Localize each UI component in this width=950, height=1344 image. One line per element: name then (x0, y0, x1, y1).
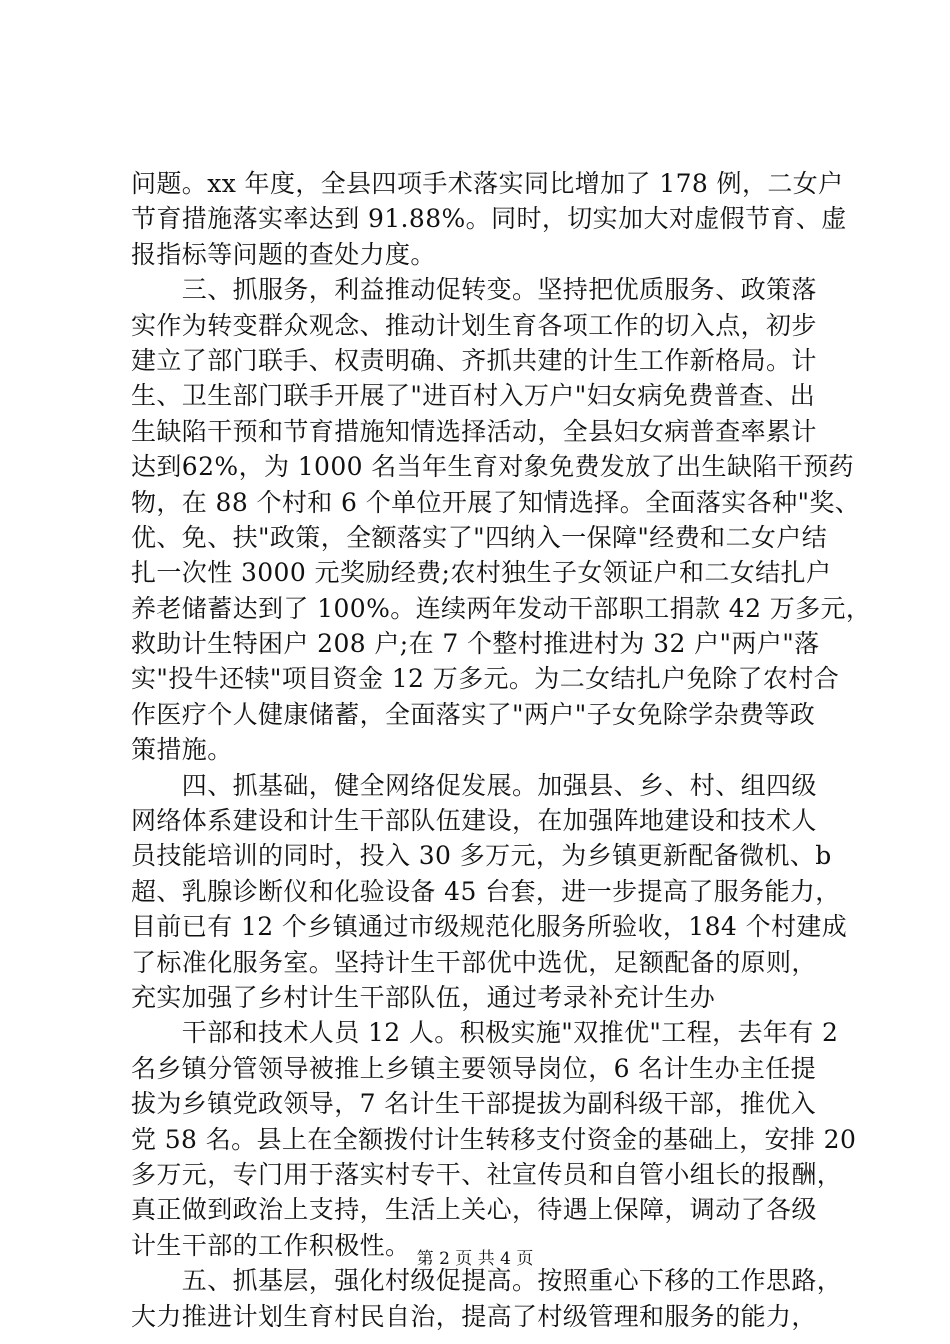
text-line: 救助计生特困户 208 户;在 7 个整村推进村为 32 户"两户"落 (131, 629, 820, 659)
text-line: 超、乳腺诊断仪和化验设备 45 台套，进一步提高了服务能力， (131, 876, 841, 906)
text-line: 员技能培训的同时，投入 30 多万元，为乡镇更新配备微机、b (131, 841, 832, 871)
text-line: 优、免、扶"政策，全额落实了"四纳入一保障"经费和二女户结 (131, 522, 828, 552)
text-line: 建立了部门联手、权责明确、齐抓共建的计生工作新格局。计 (131, 345, 817, 375)
text-line: 问题。xx 年度，全县四项手术落实同比增加了 178 例，二女户 (131, 169, 844, 198)
text-line: 多万元，专门用于落实村专干、社宣传员和自管小组长的报酬， (131, 1159, 843, 1189)
text-line: 了标准化服务室。坚持计生干部优中选优，足额配备的原则， (131, 947, 817, 977)
text-line: 党 58 名。县上在全额拨付计生转移支付资金的基础上，安排 20 (131, 1124, 857, 1154)
text-line: 真正做到政治上支持，生活上关心，待遇上保障，调动了各级 (131, 1195, 817, 1225)
text-line: 充实加强了乡村计生干部队伍，通过考录补充计生办 (131, 982, 716, 1012)
text-line: 计生干部的工作积极性。 (131, 1230, 411, 1260)
text-line: 拔为乡镇党政领导，7 名计生干部提拔为副科级干部，推优入 (131, 1089, 817, 1119)
body-text (131, 166, 872, 1334)
text-line: 作医疗个人健康储蓄，全面落实了"两户"子女免除学杂费等政 (131, 699, 816, 729)
text-line: 生缺陷干预和节育措施知情选择活动，全县妇女病普查率累计 (131, 416, 817, 446)
text-line: 生、卫生部门联手开展了"进百村入万户"妇女病免费普查、出 (131, 381, 816, 411)
text-line: 四、抓基础，健全网络促发展。加强县、乡、村、组四级 (131, 770, 817, 800)
text-line: 报指标等问题的查处力度。 (131, 239, 436, 269)
text-line: 名乡镇分管领导被推上乡镇主要领导岗位，6 名计生办主任提 (131, 1053, 817, 1083)
text-line: 目前已有 12 个乡镇通过市级规范化服务所验收，184 个村建成 (131, 912, 848, 942)
text-line: 网络体系建设和计生干部队伍建设，在加强阵地建设和技术人 (131, 806, 817, 836)
text-line: 节育措施落实率达到 91.88%。同时，切实加大对虚假节育、虚 (131, 204, 847, 234)
text-line: 扎一次性 3000 元奖励经费;农村独生子女领证户和二女结扎户 (131, 558, 832, 588)
text-line: 干部和技术人员 12 人。积极实施"双推优"工程，去年有 2 (131, 1018, 839, 1048)
text-line: 五、抓基层，强化村级促提高。按照重心下移的工作思路， (131, 1266, 843, 1296)
text-line: 实"投牛还犊"项目资金 12 万多元。为二女结扎户免除了农村合 (131, 664, 840, 694)
text-line: 达到62%，为 1000 名当年生育对象免费发放了出生缺陷干预药 (131, 452, 854, 482)
text-line: 养老储蓄达到了 100%。连续两年发动干部职工捐款 42 万多元， (131, 593, 872, 623)
page-footer: 第 2 页 共 4 页 (416, 1249, 534, 1269)
text-line: 物，在 88 个村和 6 个单位开展了知情选择。全面落实各种"奖、 (131, 487, 861, 517)
text-line: 实作为转变群众观念、推动计划生育各项工作的切入点，初步 (131, 310, 817, 340)
text-line: 大力推进计划生育村民自治，提高了村级管理和服务的能力， (131, 1301, 817, 1331)
text-line: 三、抓服务，利益推动促转变。坚持把优质服务、政策落 (131, 275, 817, 305)
text-line: 策措施。 (131, 735, 233, 765)
